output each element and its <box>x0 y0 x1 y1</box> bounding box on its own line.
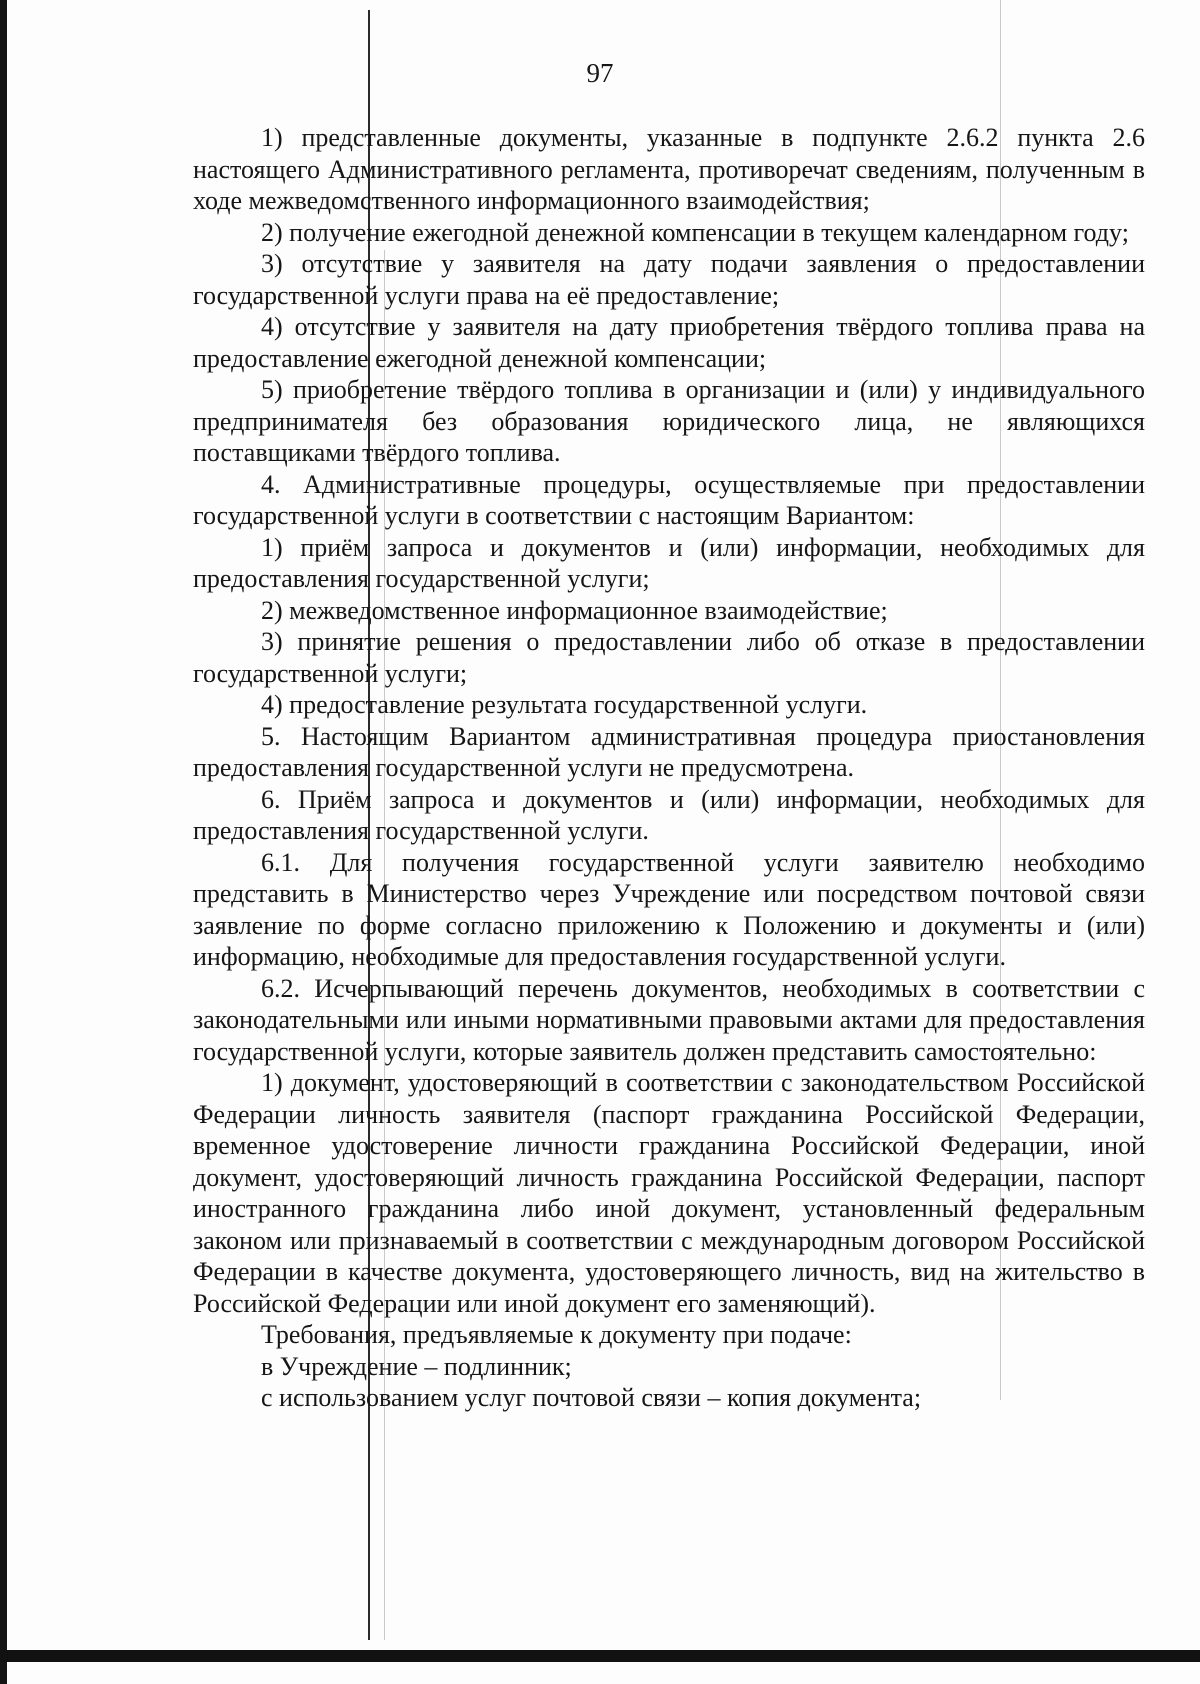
paragraph-identity-document: 1) документ, удостоверяющий в соответствии с законодательством Российской Федерации личность заявителя (паспорт гражданина Российской Федерации, временное удостоверение личности гражданина Российской Федерации, иной документ, удостоверяющий личность гражданина Российской Федерации, паспорт иностранного гражданина либо иной документ, установленный федеральным законом или признаваемый в соответствии с международным договором Российской Федерации в качестве документа, удостоверяющего личность, вид на жительство в Российской Федерации или иной документ его заменяющий). <box>193 1068 1145 1318</box>
scan-left-edge <box>0 0 7 1684</box>
paragraph-requirement-post: с использованием услуг почтовой связи – копия документа; <box>261 1383 922 1412</box>
paragraph-requirement-office: в Учреждение – подлинник; <box>261 1351 572 1381</box>
paragraph-section-5: 5. Настоящим Вариантом административная процедура приостановления предоставления государственной услуги не предусмотрена. <box>193 721 1145 782</box>
paragraph-requirements: Требования, предъявляемые к документу при подаче: <box>261 1320 852 1349</box>
paragraph-section-6-2: 6.2. Исчерпывающий перечень документов, необходимых в соответствии с законодательными или иными нормативными правовыми актами для предоставления государственной услуги, которые заявитель должен представить самостоятельно: <box>193 973 1145 1066</box>
paragraph-refusal-1: 1) представленные документы, указанные в подпункте 2.6.2 пункта 2.6 настоящего Административного регламента, противоречат сведениям, полученным в ходе межведомственного информационного взаимодействия; <box>193 123 1145 215</box>
paragraph-section-6-1: 6.1. Для получения государственной услуги заявителю необходимо представить в Министерство через Учреждение или посредством почтовой связи заявление по форме согласно приложению к Положению и документы и (или) информацию, необходимые для предоставления государственной услуги. <box>193 847 1145 971</box>
scan-bottom-bar <box>0 1650 1200 1662</box>
paragraph-refusal-5: 5) приобретение твёрдого топлива в организации и (или) у индивидуального предпринимателя без образования юридического лица, не являющихся поставщиками твёрдого топлива. <box>193 375 1145 467</box>
page-number: 97 <box>586 58 614 88</box>
paragraph-section-6: 6. Приём запроса и документов и (или) информации, необходимых для предоставления государственной услуги. <box>193 784 1145 845</box>
paragraph-refusal-3: 3) отсутствие у заявителя на дату подачи заявления о предоставлении государственной услуги права на её предоставление; <box>193 249 1145 310</box>
paragraph-refusal-4: 4) отсутствие у заявителя на дату приобретения твёрдого топлива права на предоставление ежегодной денежной компенсации; <box>193 312 1145 373</box>
paragraph-section-4: 4. Административные процедуры, осуществляемые при предоставлении государственной услуги в соответствии с настоящим Вариантом: <box>193 469 1145 530</box>
document-body <box>193 122 1145 1414</box>
paragraph-refusal-2: 2) получение ежегодной денежной компенсации в текущем календарном году; <box>261 217 1129 247</box>
paragraph-procedure-3: 3) принятие решения о предоставлении либо об отказе в предоставлении государственной услуги; <box>193 627 1145 688</box>
paragraph-procedure-1: 1) приём запроса и документов и (или) информации, необходимых для предоставления государственной услуги; <box>193 532 1145 593</box>
paragraph-procedure-4: 4) предоставление результата государственной услуги. <box>261 690 868 719</box>
paragraph-procedure-2: 2) межведомственное информационное взаимодействие; <box>261 595 888 625</box>
